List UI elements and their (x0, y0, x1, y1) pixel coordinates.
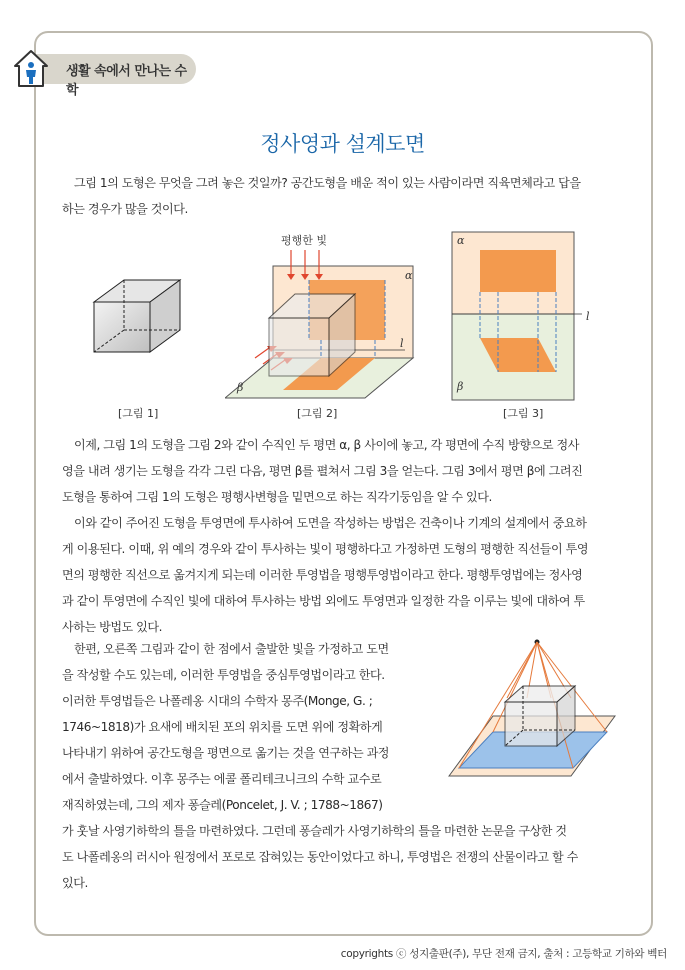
text-line: 게 이용된다. 이때, 위 예의 경우와 같이 투사하는 빛이 평행하다고 가정하면 도형의 평행한 직선들이 투영 (62, 542, 589, 556)
person-icon (12, 48, 50, 88)
text-line: 이와 같이 주어진 도형을 투영면에 투사하여 도면을 작성하는 방법은 건축이나 기계의 설계에서 중요하 (74, 516, 587, 530)
text-line: 을 작성할 수도 있는데, 이러한 투영법을 중심투영법이라고 한다. (62, 668, 385, 682)
central-projection-figure (447, 636, 617, 786)
text-line: 그림 1의 도형은 무엇을 그려 놓은 것일까? 공간도형을 배운 적이 있는 사람이라면 직육면체라고 답을 (74, 176, 581, 190)
projection-on-alpha (480, 250, 556, 292)
text-line: 있다. (62, 876, 88, 890)
text-line: 영을 내려 생기는 도형을 각각 그린 다음, 평면 β를 펼쳐서 그림 3을 얻는다. 그림 3에서 평면 β에 그려진 (62, 464, 583, 478)
figure-2-caption: [그림 2] (297, 407, 338, 420)
plane-beta-label: β (457, 380, 464, 393)
text-line: 에서 출발하였다. 이후 몽주는 에콜 폴리테크니크의 수학 교수로 (62, 772, 382, 786)
text-line: 재직하였는데, 그의 제자 퐁슬레(Poncelet, J. V. ; 1788~1867) (62, 798, 383, 812)
figure-3-caption: [그림 3] (503, 407, 544, 420)
paragraph-2 (62, 432, 631, 510)
text-line: 가 훗날 사영기하학의 틀을 마련하였다. 그런데 퐁슬레가 사영기하학의 틀을 마련한 논문을 구상한 것 (62, 824, 567, 838)
figure-1-caption: [그림 1] (118, 407, 159, 420)
figure-3-development (450, 230, 595, 402)
parallel-light-label: 평행한 빛 (281, 234, 328, 247)
text-line: 한편, 오른쪽 그림과 같이 한 점에서 출발한 빛을 가정하고 도면 (74, 642, 389, 656)
figure-1-cuboid (88, 272, 188, 362)
text-line: 면의 평행한 직선으로 옮겨지게 되는데 이러한 투영법을 평행투영법이라고 한다. 평행투영법에는 정사영 (62, 568, 583, 582)
plane-beta-label: β (237, 381, 244, 394)
plane-alpha-label: α (457, 234, 465, 247)
line-l-label: l (586, 310, 590, 323)
text-line: 하는 경우가 많을 것이다. (62, 202, 188, 216)
intro-paragraph (62, 170, 631, 222)
text-line: 도 나폴레옹의 러시아 원정에서 포로로 잡혀있는 동안이었다고 하니, 투영법은 전쟁의 산물이라고 할 수 (62, 850, 578, 864)
line-l-label: l (400, 337, 404, 350)
text-line: 1746~1818)가 요새에 배치된 포의 위치를 도면 위에 정확하게 (62, 720, 383, 734)
paragraph-3 (62, 510, 631, 640)
category-tag (12, 52, 196, 98)
figure-2-projection (225, 230, 420, 405)
text-line: 사하는 방법도 있다. (62, 620, 163, 634)
plane-alpha-label: α (405, 269, 413, 282)
text-line: 도형을 통하여 그림 1의 도형은 평행사변형을 밑면으로 하는 직각기둥임을 알 수 있다. (62, 490, 492, 504)
text-line: 이러한 투영법들은 나폴레옹 시대의 수학자 몽주(Monge, G. ; (62, 694, 373, 708)
text-line: 과 같이 투영면에 수직인 빛에 대하여 투사하는 방법 외에도 투영면과 일정한 각을 이루는 빛에 대하여 투 (62, 594, 585, 608)
page-title: 정사영과 설계도면 (260, 132, 425, 156)
copyright-footer: copyrights ⓒ 성지출판(주), 무단 전재 금지, 출처 : 고등학교 기하와 벡터 (340, 948, 667, 960)
text-line: 이제, 그림 1의 도형을 그림 2와 같이 수직인 두 평면 α, β 사이에 놓고, 각 평면에 수직 방향으로 정사 (74, 438, 579, 452)
category-tag-text: 생활 속에서 만나는 수학 (66, 64, 187, 98)
text-line: 나타내기 위하여 공간도형을 평면으로 옮기는 것을 연구하는 과정 (62, 746, 390, 760)
